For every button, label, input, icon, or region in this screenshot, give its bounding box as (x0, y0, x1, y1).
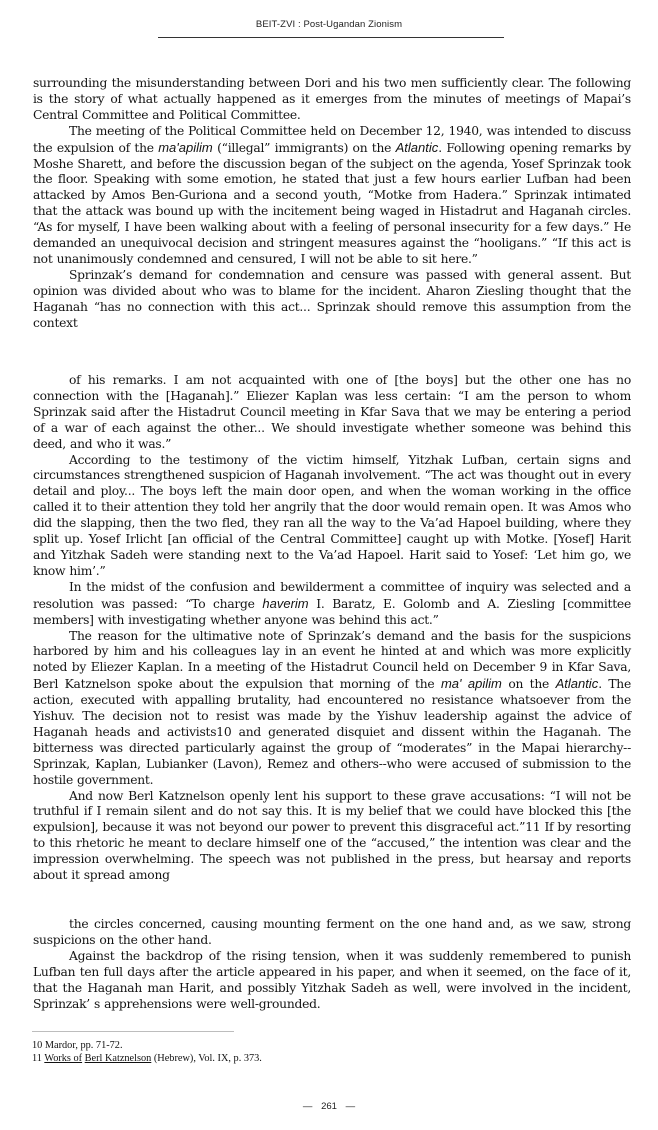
paragraph (33, 949, 631, 1013)
text-block-3 (33, 917, 631, 1012)
footnote-title: Works of (44, 1052, 83, 1064)
text-run: The meeting of the Political Committee held on December 12, 1940, was intended to discuss the expulsion of the (33, 123, 631, 155)
footnote-rule (32, 1031, 234, 1032)
paragraph (33, 76, 631, 124)
text-run: on the (501, 677, 556, 692)
italic-term: ma'apilim (158, 139, 213, 155)
running-head (0, 19, 658, 30)
paragraph (33, 268, 631, 332)
paragraph (33, 917, 631, 949)
text-run: Against the backdrop of the rising tension, when it was suddenly remembered to punish Lufban ten full days after the article appeared in his paper, and when it seemed, on the face of it, that the Haganah man Harit, and possibly Yitzhak Sadeh as well, were involved in the incident, Sprinzak’ s apprehensions were well-grounded. (33, 948, 631, 1011)
page-number-footer (0, 1101, 658, 1112)
text-run: According to the testimony of the victim himself, Yitzhak Lufban, certain signs and circumstances strengthened suspicion of Haganah involvement. “The act was thought out in every detail and ploy... The boys left the main door open, and when the woman working in the office called it to their attention they told her angrily that the door would remain open. It was Amos who did the slapping, then the two fled, they ran all the way to the Va’ad Hapoel building, where they split up. Yosef Irlicht [an official of the Central Committee] caught up with Motke. [Yosef] Harit and Yitzhak Sadeh were standing next to the Va’ad Hapoel. Harit said to Yosef: ‘Let him go, we know him’.” (33, 452, 631, 578)
footnote-title: Berl Katznelson (84, 1052, 152, 1064)
footnote-number: 10 (32, 1040, 45, 1051)
header-rule (158, 37, 504, 38)
italic-term: Atlantic (395, 139, 439, 155)
text-run: The reason for the ultimative note of Sprinzak’s demand and the basis for the suspicions harbored by him and his colleagues lay in an event he hinted at and which was more explicitly noted by Eliezer Kaplan. In a meeting of the Histadrut Council held on December 9 in Kfar Sava, Berl Katznelson spoke about the expulsion that morning of the (33, 628, 631, 692)
paragraph (33, 124, 631, 268)
text-run: Sprinzak’s demand for condemnation and censure was passed with general assent. But opinion was divided about who was to blame for the incident. Aharon Ziesling thought that the Haganah “has no connection with this act... Sprinzak should remove this assumption from the context (33, 267, 631, 330)
footnote-number: 11 (32, 1052, 45, 1064)
text-run: the circles concerned, causing mounting ferment on the one hand and, as we saw, strong suspicions on the other hand. (33, 917, 631, 947)
footnotes (32, 1040, 532, 1065)
text-block-2 (33, 373, 631, 884)
paragraph (33, 453, 631, 580)
page-number: 261 (321, 1101, 337, 1112)
text-run: (“illegal” immigrants) on the (212, 140, 396, 155)
text-run: of his remarks. I am not acquainted with one of [the boys] but the other one has no connection with the [Haganah].” Eliezer Kaplan was less certain: “I am the person to whom Sprinzak said after the Histadrut Council meeting in Kfar Sava that we may be entering a period of a war of each against the other... We should investigate whether someone was behind this deed, and who it was.” (33, 373, 631, 451)
paragraph (33, 629, 631, 789)
text-run: I. Baratz, E. Golomb and A. Ziesling [committee members] with investigating whether anyone was behind this act.” (33, 596, 631, 627)
italic-term: ma' apilim (440, 676, 502, 692)
footnote-text: Mardor, pp. 71-72. (44, 1040, 123, 1051)
paragraph (33, 789, 631, 884)
running-title: BEIT-ZVI : Post-Ugandan Zionism (255, 19, 403, 30)
paragraph (33, 373, 631, 453)
footnote (32, 1040, 532, 1053)
text-run: . Following opening remarks by Moshe Sharett, and before the discussion began of the subject on the agenda, Yosef Sprinzak took the floor. Speaking with some emotion, he stated that just a few hours earlier Lufban had been attacked by Amos Ben-Guriona and a second youth, “Motke from Hadera.” Sprinzak intimated that the attack was bound up with the incitement being waged in Histadrut and Haganah circles. “As for myself, I have been walking about with a feeling of personal insecurity for a few days.” He demanded an unequivocal decision and stringent measures against the “hooligans.” “If this act is not unanimously condemned and censured, I will not be able to sit here.” (33, 140, 631, 266)
italic-term: haverim (262, 595, 309, 611)
text-block-1 (33, 76, 631, 332)
text-run: In the midst of the confusion and bewilderment a committee of inquiry was selected and a resolution was passed: “To charge (33, 579, 631, 611)
text-run: And now Berl Katznelson openly lent his support to these grave accusations: “I will not be truthful if I remain silent and do not say this. It is my belief that we could have blocked this [the expulsion], because it was not beyond our power to prevent this disgraceful act.”11 If by resorting to this rhetoric he meant to declare himself one of the “accused,” the intention was clear and the impression overwhelming. The speech was not published in the press, but hearsay and reports about it spread among (33, 788, 631, 883)
footnote-text: (Hebrew), Vol. IX, p. 373. (151, 1052, 262, 1064)
text-run: surrounding the misunderstanding between Dori and his two men sufficiently clear. The following is the story of what actually happened as it emerges from the minutes of meetings of Mapai’s Central Committee and Political Committee. (33, 76, 631, 122)
italic-term: Atlantic (555, 676, 599, 692)
text-run: . The action, executed with appalling brutality, had encountered no resistance whatsoever from the Yishuv. The decision not to resist was made by the Yishuv leadership against the advice of Haganah heads and activists10 and generated disquiet and dissent within the Haganah. The bitterness was directed particularly against the group of “moderates” in the Mapai hierarchy--Sprinzak, Kaplan, Lubianker (Lavon), Remez and others--who were accused of submission to the hostile government. (33, 677, 631, 787)
paragraph (33, 580, 631, 629)
dash-right: — (345, 1101, 356, 1112)
dash-left: — (302, 1101, 313, 1112)
footnote (32, 1053, 532, 1066)
